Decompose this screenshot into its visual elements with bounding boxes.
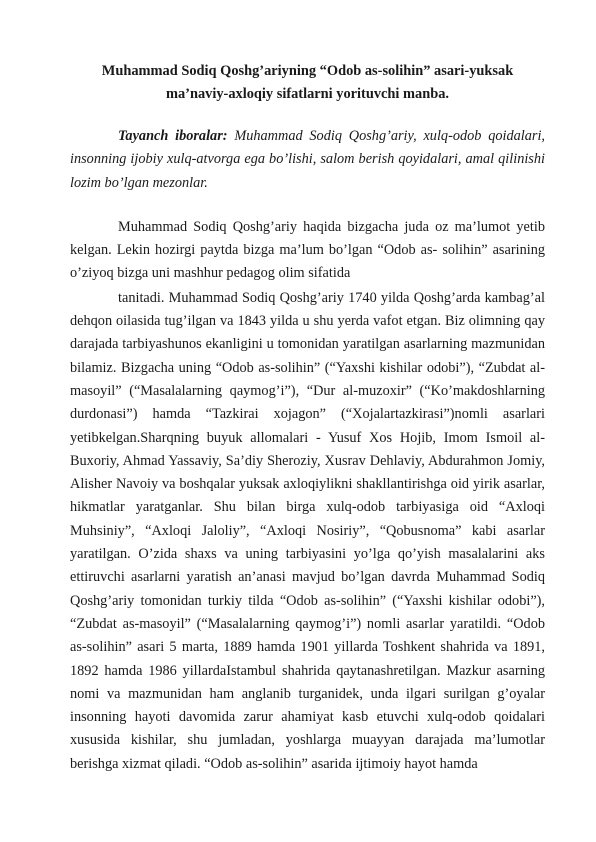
page-content [70, 60, 545, 776]
keywords-paragraph [70, 125, 545, 195]
body-paragraph-1: Muhammad Sodiq Qoshg’ariy haqida bizgacha juda oz ma’lumot yetib kelgan. Lekin hozirgi paytda bizga ma’lum bo’lgan “Odob as- solihin” asarining o’ziyoq bizga uni mashhur pedagog olim sifatida [70, 218, 545, 282]
keywords-text: Muhammad Sodiq Qoshg’ariy, xulq-odob qoidalari, insonning ijobiy xulq-atvorga ega bo’lishi, salom berish qoyidalari, amal qilinishi lozim bo’lgan mezonlar. [70, 128, 545, 191]
document-title: Muhammad Sodiq Qoshg’ariyning “Odob as-solihin” asari-yuksak ma’naviy-axloqiy sifatlarni yorituvchi manba. [101, 63, 514, 102]
body-paragraph-2: tanitadi. Muhammad Sodiq Qoshg’ariy 1740 yilda Qoshg’arda kambag’al dehqon oilasida tug’ilgan va 1843 yilda u shu yerda vafot etgan. Biz olimning qay darajada tarbiyashunos ekanligini u tomonidan yaratilgan asarlarning mazmunidan bilamiz. Bizgacha uning “Odob as-solihin” (“Yaxshi kishilar odobi”), “Zubdat al-masoyil” (“Masalalarning qaymog’i”), “Dur al-muzoxir” (“Ko’makdoshlarning durdonasi”) hamda “Tazkirai xojagon” (“Xojalartazkirasi”)nomli asarlari yetibkelgan.Sharqning buyuk allomalari - Yusuf Xos Hojib, Imom Ismoil al-Buxoriy, Ahmad Yassaviy, Sa’diy Sheroziy, Xusrav Dehlaviy, Abdurahmon Jomiy, Alisher Navoiy va boshqalar yuksak axloqiylikni shakllantirishga oid yirik asarlar, hikmatlar yaratganlar. Shu bilan birga xulq-odob tarbiyasiga oid “Axloqi Muhsiniy”, “Axloqi Jaloliy”, “Axloqi Nosiriy”, “Qobusnoma” kabi asarlar yaratilgan. O’zida shaxs va uning tarbiyasini yo’lga qo’yish masalalarini aks ettiruvchi asarlarni yaratish an’anasi mavjud bo’lgan davrda Muhammad Sodiq Qoshg’ariy tomonidan turkiy tilda “Odob as-solihin” (“Yaxshi kishilar odobi”), “Zubdat as-masoyil” (“Masalalarning qaymog’i”) nomli asarlar yaratildi. “Odob as-solihin” asari 5 marta, 1889 hamda 1901 yillarda Toshkent shahrida va 1891, 1892 hamda 1986 yillardaIstambul shahrida qaytanashretilgan. Mazkur asarning nomi va mazmunidan ham anglanib turganidek, unda ilgari surilgan g’oyalar insonning hayoti davomida zarur ahamiyat kasb etuvchi xulq-odob qoidalari xususida kishilar, shu jumladan, yoshlarga muayyan darajada ma’lumotlar berishga xizmat qiladi. “Odob as-solihin” asarida ijtimoiy hayot hamda [70, 289, 545, 772]
keywords-label: Tayanch iboralar: [118, 128, 228, 144]
